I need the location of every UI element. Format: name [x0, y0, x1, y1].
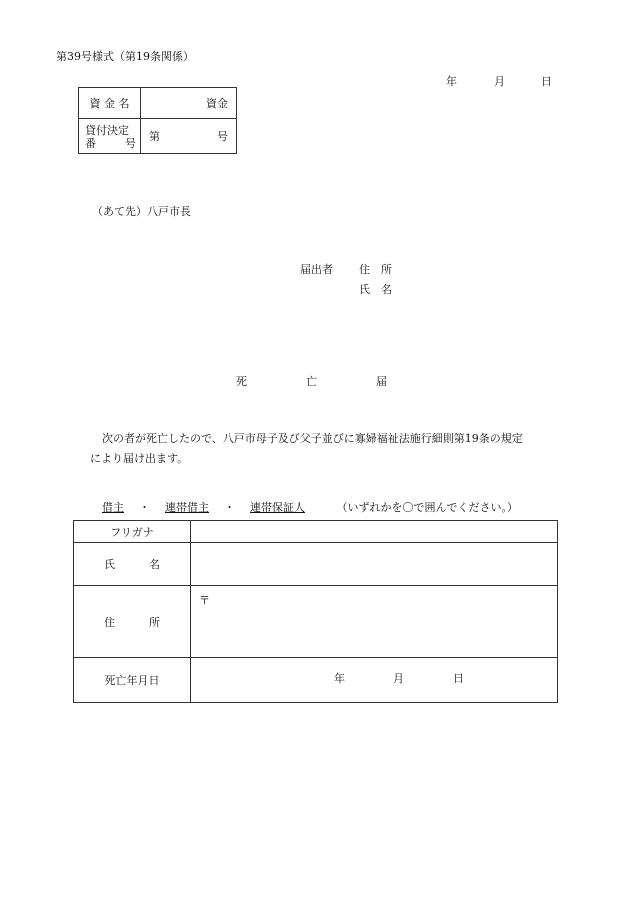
body-line-1: 次の者が死亡したので、八戸市母子及び父子並びに寡婦福祉法施行細則第19条の規定 — [102, 432, 523, 445]
furigana-field[interactable] — [191, 521, 558, 543]
loan-number-label-ban: 番 — [85, 137, 96, 150]
name-field[interactable] — [191, 543, 558, 586]
loan-number-go: 号 — [217, 130, 228, 143]
notifier-address-label: 住 所 — [359, 263, 392, 276]
death-date-day: 日 — [453, 672, 464, 685]
title-char-2: 亡 — [306, 375, 317, 388]
date-day-label: 日 — [541, 75, 552, 88]
role-options — [102, 499, 518, 515]
fund-info-table — [78, 87, 237, 154]
death-date-field[interactable] — [191, 658, 558, 703]
role-separator: ・ — [139, 501, 150, 514]
form-number: 第39号様式（第19条関係） — [56, 50, 194, 63]
death-date-label: 死亡年月日 — [74, 658, 191, 703]
addressee: （あて先）八戸市長 — [92, 205, 191, 218]
furigana-label: フリガナ — [74, 521, 191, 543]
address-label-a: 住 — [104, 615, 115, 629]
death-date-month: 月 — [393, 672, 404, 685]
fund-name-field[interactable] — [141, 88, 237, 119]
loan-number-field[interactable] — [141, 119, 237, 154]
loan-number-label-line2 — [85, 137, 136, 150]
death-date-year: 年 — [334, 672, 345, 685]
name-label-b: 名 — [149, 558, 160, 571]
name-label-a: 氏 — [104, 558, 115, 571]
fund-suffix: 資金 — [206, 97, 228, 110]
loan-number-label-go: 号 — [125, 137, 136, 150]
title-char-3: 届 — [376, 375, 387, 388]
address-label — [74, 586, 191, 658]
name-label — [74, 543, 191, 586]
role-joint-guarantor[interactable]: 連帯保証人 — [250, 501, 305, 514]
notifier-name-label: 氏 名 — [359, 283, 392, 296]
deceased-info-table — [73, 520, 558, 703]
notifier-label: 届出者 — [300, 263, 333, 276]
address-field[interactable] — [191, 586, 558, 658]
date-year-label: 年 — [446, 75, 457, 88]
fund-name-label: 資 金 名 — [79, 88, 141, 119]
body-line-2: により届け出ます。 — [90, 452, 189, 465]
date-month-label: 月 — [494, 75, 505, 88]
role-borrower[interactable]: 借主 — [102, 501, 124, 514]
role-note: （いずれかを〇で囲んでください。） — [336, 501, 518, 514]
loan-number-label-line1: 貸付決定 — [85, 124, 129, 137]
role-separator: ・ — [224, 501, 235, 514]
address-label-b: 所 — [149, 615, 160, 629]
role-joint-borrower[interactable]: 連帯借主 — [165, 501, 209, 514]
loan-number-label — [79, 119, 141, 154]
postal-mark: 〒 — [199, 594, 210, 607]
loan-number-dai: 第 — [149, 130, 160, 143]
title-char-1: 死 — [236, 375, 247, 388]
